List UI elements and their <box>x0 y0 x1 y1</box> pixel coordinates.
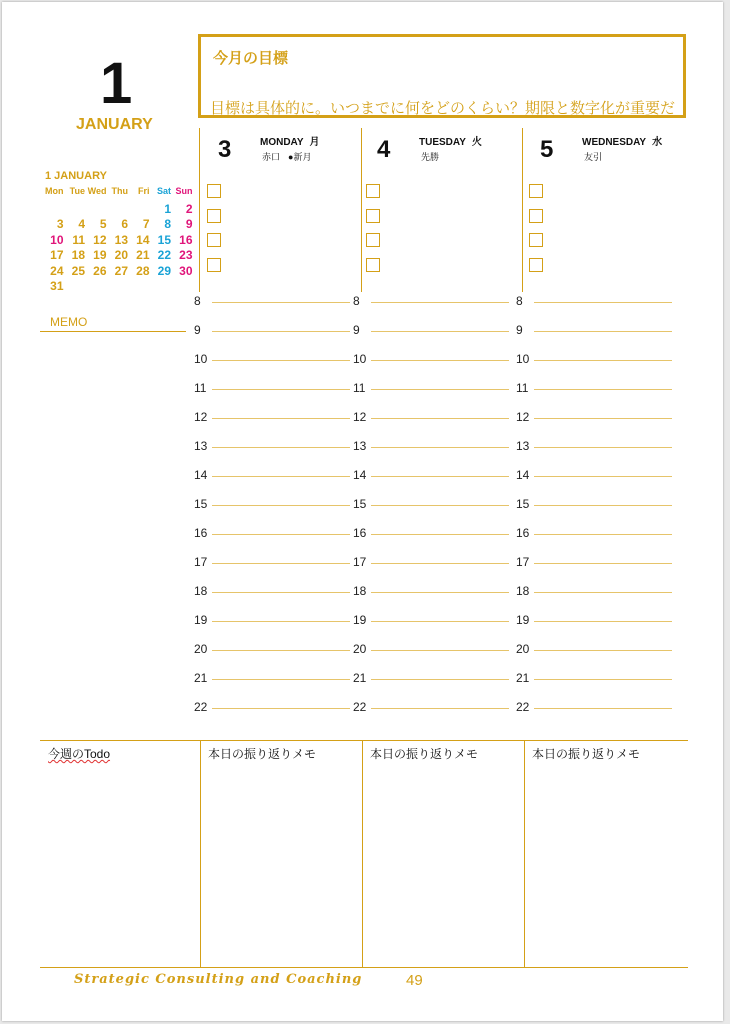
hour-slot-line[interactable] <box>371 418 509 419</box>
hour-label: 11 <box>194 381 207 395</box>
calendar-day <box>150 279 172 295</box>
hour-slot-line[interactable] <box>212 505 350 506</box>
calendar-day[interactable]: 21 <box>136 248 150 262</box>
hour-slot-line[interactable] <box>212 331 350 332</box>
hour-label: 21 <box>516 671 530 685</box>
hour-label: 10 <box>353 352 367 366</box>
hour-slot-line[interactable] <box>371 331 509 332</box>
hour-slot-line[interactable] <box>371 679 509 680</box>
hour-slot-line[interactable] <box>371 592 509 593</box>
calendar-day[interactable]: 12 <box>93 232 107 247</box>
weekday-kanji: 水 <box>652 137 663 148</box>
day-column-divider <box>522 128 523 292</box>
day-column-divider <box>199 128 200 292</box>
page-number: 49 <box>406 972 423 989</box>
hour-label: 21 <box>353 671 367 685</box>
moon-phase-note: ●新月 <box>288 152 312 162</box>
hour-slot-line[interactable] <box>371 650 509 651</box>
hour-label: 15 <box>353 497 367 511</box>
calendar-header-mon: Mon <box>45 186 64 196</box>
hour-slot-line[interactable] <box>212 418 350 419</box>
day-column-divider <box>361 128 362 292</box>
weekly-todo-label[interactable]: 今週のTodo <box>48 747 111 761</box>
calendar-day[interactable]: 22 <box>157 248 171 262</box>
weekday-kanji: 火 <box>471 137 482 148</box>
memo-underline <box>40 331 186 332</box>
hour-label: 17 <box>194 555 208 569</box>
hour-label: 10 <box>194 352 208 366</box>
calendar-day[interactable]: 15 <box>157 232 171 247</box>
hour-label: 9 <box>353 323 360 337</box>
daily-review-label[interactable]: 本日の振り返りメモ <box>208 747 317 761</box>
hour-slot-line[interactable] <box>212 534 350 535</box>
hour-label: 19 <box>194 613 208 627</box>
task-checkbox[interactable] <box>366 184 380 198</box>
hour-label: 8 <box>353 294 360 308</box>
hour-slot-line[interactable] <box>212 302 350 303</box>
hour-slot-line[interactable] <box>212 679 350 680</box>
hour-label: 11 <box>353 381 366 395</box>
task-checkbox[interactable] <box>529 233 543 247</box>
hour-label: 12 <box>516 410 530 424</box>
calendar-day[interactable]: 6 <box>121 217 128 231</box>
calendar-day <box>171 279 193 295</box>
calendar-day <box>42 202 64 218</box>
calendar-day[interactable]: 11 <box>72 232 85 247</box>
hour-slot-line[interactable] <box>534 476 672 477</box>
hour-slot-line[interactable] <box>534 447 672 448</box>
goal-title: 今月の目標 <box>213 50 289 67</box>
hour-slot-line[interactable] <box>371 505 509 506</box>
calendar-day[interactable]: 29 <box>157 263 171 278</box>
hour-slot-line[interactable] <box>212 563 350 564</box>
hour-label: 19 <box>516 613 530 627</box>
calendar-day[interactable]: 30 <box>179 263 193 278</box>
daily-review-label[interactable]: 本日の振り返りメモ <box>532 747 641 761</box>
hour-label: 8 <box>516 294 523 308</box>
hour-slot-line[interactable] <box>371 563 509 564</box>
rokuyo-label: 先勝 <box>421 152 440 162</box>
hour-label: 22 <box>353 700 367 714</box>
calendar-day <box>128 202 150 218</box>
hour-label: 18 <box>353 584 367 598</box>
hour-label: 20 <box>194 642 208 656</box>
calendar-header-thu: Thu <box>111 186 128 196</box>
hour-slot-line[interactable] <box>212 360 350 361</box>
hour-slot-line[interactable] <box>212 650 350 651</box>
hour-slot-line[interactable] <box>534 679 672 680</box>
daily-review-label[interactable]: 本日の振り返りメモ <box>370 747 479 761</box>
hour-slot-line[interactable] <box>534 418 672 419</box>
calendar-day <box>64 279 86 295</box>
hour-label: 9 <box>194 323 201 337</box>
calendar-day[interactable]: 1 <box>164 201 171 216</box>
hour-label: 18 <box>194 584 208 598</box>
hour-label: 8 <box>194 294 201 308</box>
weekday-kanji: 月 <box>309 137 320 148</box>
hour-label: 14 <box>353 468 367 482</box>
month-name: JANUARY <box>76 116 153 133</box>
hour-label: 11 <box>516 381 529 395</box>
planner-page <box>2 2 723 1021</box>
calendar-header-sat: Sat <box>156 186 171 196</box>
day-name <box>419 133 482 148</box>
calendar-day[interactable]: 31 <box>50 279 64 293</box>
goal-text: 目標は具体的に。いつまでに何をどのくらい？期限と数字化が重要だ <box>209 100 675 117</box>
hour-slot-line[interactable] <box>534 331 672 332</box>
task-checkbox[interactable] <box>207 209 221 223</box>
calendar-day[interactable]: 28 <box>136 263 150 278</box>
hour-label: 16 <box>353 526 367 540</box>
hour-label: 18 <box>516 584 530 598</box>
review-column-divider <box>200 740 201 967</box>
hour-label: 22 <box>194 700 208 714</box>
calendar-day[interactable]: 23 <box>179 248 193 262</box>
hour-slot-line[interactable] <box>371 476 509 477</box>
hour-label: 15 <box>194 497 208 511</box>
hour-label: 14 <box>194 468 208 482</box>
hour-label: 17 <box>353 555 367 569</box>
mini-calendar-title: 1 JANUARY <box>45 170 107 182</box>
hour-label: 12 <box>353 410 367 424</box>
weekday-en: WEDNESDAY <box>582 137 647 148</box>
hour-label: 16 <box>516 526 530 540</box>
hour-slot-line[interactable] <box>534 389 672 390</box>
hour-slot-line[interactable] <box>534 592 672 593</box>
monthly-goal-box[interactable] <box>198 34 686 118</box>
calendar-day[interactable]: 13 <box>114 232 128 247</box>
footer-brand: Strategic Consulting and Coaching <box>74 972 363 987</box>
hour-slot-line[interactable] <box>371 621 509 622</box>
calendar-day[interactable]: 2 <box>185 201 193 216</box>
task-checkbox[interactable] <box>366 233 380 247</box>
calendar-day[interactable]: 7 <box>142 217 150 231</box>
hour-label: 19 <box>353 613 367 627</box>
hour-slot-line[interactable] <box>534 650 672 651</box>
calendar-day[interactable]: 20 <box>114 248 128 262</box>
hour-slot-line[interactable] <box>371 447 509 448</box>
task-checkbox[interactable] <box>207 184 221 198</box>
rokuyo-label: 友引 <box>584 152 603 162</box>
hour-slot-line[interactable] <box>371 302 509 303</box>
calendar-day[interactable]: 25 <box>71 263 85 278</box>
hour-label: 20 <box>516 642 530 656</box>
hour-label: 9 <box>516 323 523 337</box>
memo-label: MEMO <box>50 315 88 329</box>
hour-slot-line[interactable] <box>534 563 672 564</box>
day-rokuyo <box>262 150 311 163</box>
hour-label: 21 <box>194 671 208 685</box>
calendar-day <box>85 279 107 295</box>
calendar-day <box>107 202 129 218</box>
hour-label: 17 <box>516 555 530 569</box>
calendar-header-wed: Wed <box>87 186 107 196</box>
hour-slot-line[interactable] <box>212 389 350 390</box>
calendar-day[interactable]: 5 <box>99 217 107 231</box>
task-checkbox[interactable] <box>529 209 543 223</box>
hour-slot-line[interactable] <box>212 592 350 593</box>
hour-label: 13 <box>194 439 208 453</box>
hour-label: 13 <box>353 439 367 453</box>
hour-label: 13 <box>516 439 530 453</box>
hour-label: 20 <box>353 642 367 656</box>
task-checkbox[interactable] <box>366 258 380 272</box>
task-checkbox[interactable] <box>207 258 221 272</box>
rokuyo-label: 赤口 <box>262 152 281 162</box>
hour-slot-line[interactable] <box>371 534 509 535</box>
calendar-day[interactable]: 24 <box>50 263 64 278</box>
calendar-day[interactable]: 10 <box>50 232 64 247</box>
day-number: 3 <box>218 136 232 163</box>
day-rokuyo <box>584 150 610 163</box>
calendar-day <box>64 202 86 218</box>
calendar-day[interactable]: 9 <box>185 217 193 231</box>
calendar-day[interactable]: 3 <box>56 217 64 231</box>
hour-slot-line[interactable] <box>212 708 350 709</box>
task-checkbox[interactable] <box>366 209 380 223</box>
hour-label: 12 <box>194 410 208 424</box>
calendar-day <box>128 279 150 295</box>
task-checkbox[interactable] <box>529 184 543 198</box>
calendar-day[interactable]: 14 <box>136 232 150 247</box>
calendar-header-tue: Tue <box>69 186 85 196</box>
hour-label: 22 <box>516 700 530 714</box>
day-number: 5 <box>540 136 554 163</box>
weekday-en: MONDAY <box>260 137 304 148</box>
hour-slot-line[interactable] <box>212 621 350 622</box>
calendar-day <box>85 202 107 218</box>
mini-calendar <box>42 186 193 295</box>
review-bottom-border <box>40 967 688 968</box>
hour-slot-line[interactable] <box>534 505 672 506</box>
hour-slot-line[interactable] <box>534 621 672 622</box>
review-top-border <box>40 740 688 741</box>
calendar-day[interactable]: 26 <box>93 263 107 278</box>
review-column-divider <box>524 740 525 967</box>
hour-slot-line[interactable] <box>371 389 509 390</box>
hour-label: 15 <box>516 497 530 511</box>
hour-slot-line[interactable] <box>534 360 672 361</box>
hour-label: 16 <box>194 526 208 540</box>
calendar-day[interactable]: 19 <box>93 248 107 262</box>
calendar-header-fri: Fri <box>137 186 150 196</box>
day-name <box>260 133 320 148</box>
calendar-day[interactable]: 18 <box>71 248 85 262</box>
task-checkbox[interactable] <box>207 233 221 247</box>
hour-slot-line[interactable] <box>534 534 672 535</box>
hour-slot-line[interactable] <box>371 708 509 709</box>
calendar-header-sun: Sun <box>175 186 193 196</box>
hour-label: 14 <box>516 468 530 482</box>
calendar-day[interactable]: 27 <box>114 263 128 278</box>
hour-label: 10 <box>516 352 530 366</box>
hour-slot-line[interactable] <box>534 302 672 303</box>
month-number: 1 <box>100 51 133 116</box>
hour-slot-line[interactable] <box>534 708 672 709</box>
task-checkbox[interactable] <box>529 258 543 272</box>
review-column-divider <box>362 740 363 967</box>
calendar-day[interactable]: 17 <box>50 248 64 262</box>
calendar-day[interactable]: 4 <box>78 217 85 231</box>
calendar-day[interactable]: 16 <box>179 232 193 247</box>
calendar-day <box>107 279 129 295</box>
calendar-day[interactable]: 8 <box>164 217 171 231</box>
weekday-en: TUESDAY <box>419 137 466 148</box>
hour-slot-line[interactable] <box>371 360 509 361</box>
day-number: 4 <box>377 136 391 163</box>
day-rokuyo <box>421 150 447 163</box>
hour-slot-line[interactable] <box>212 447 350 448</box>
hour-slot-line[interactable] <box>212 476 350 477</box>
day-name <box>582 133 662 148</box>
